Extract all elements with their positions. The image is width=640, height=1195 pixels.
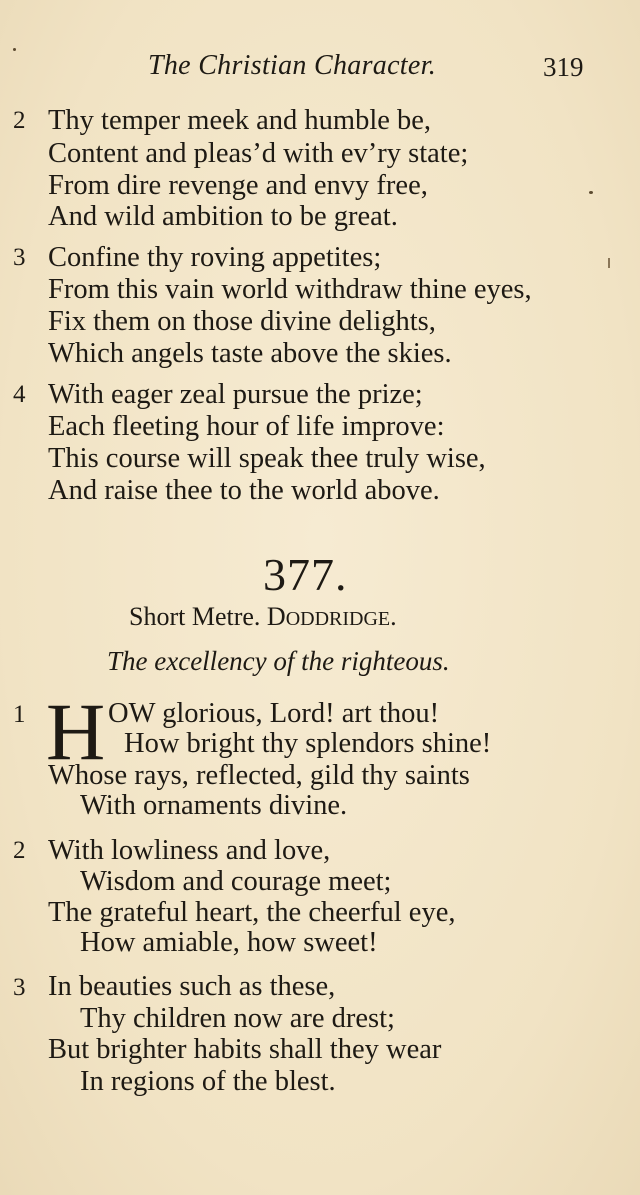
- running-head: The Christian Character.: [148, 50, 437, 81]
- verse-line: In beauties such as these,: [48, 971, 336, 1002]
- verse-line: Content and pleas’d with ev’ry state;: [48, 138, 469, 169]
- verse-line: Thy children now are drest;: [80, 1003, 395, 1034]
- verse-line: Which angels taste above the skies.: [48, 338, 452, 369]
- hymn-meter: Short Metre.: [129, 602, 261, 631]
- verse-line: How amiable, how sweet!: [80, 927, 378, 958]
- hymn-meter-author: [129, 602, 397, 632]
- verse-line: The grateful heart, the cheerful eye,: [48, 897, 456, 928]
- ink-speck: [13, 48, 16, 51]
- ink-speck: [589, 191, 593, 194]
- verse-line: Thy temper meek and humble be,: [48, 105, 432, 136]
- hymn-subtitle: The excellency of the righteous.: [107, 646, 450, 676]
- verse-number: 2: [13, 107, 26, 134]
- edge-mark: [608, 258, 610, 268]
- verse-line: Whose rays, reflected, gild thy saints: [48, 760, 470, 791]
- verse-number: 3: [13, 244, 26, 271]
- verse-line: Fix them on those divine delights,: [48, 306, 436, 337]
- verse-line: But brighter habits shall they wear: [48, 1034, 442, 1065]
- verse-number: 1: [13, 701, 26, 728]
- verse-line: Wisdom and courage meet;: [80, 866, 392, 897]
- verse-line: And wild ambition to be great.: [48, 201, 398, 232]
- verse-line: This course will speak thee truly wise,: [48, 443, 486, 474]
- verse-line: Confine thy roving appetites;: [48, 242, 382, 273]
- verse-number: 2: [13, 837, 26, 864]
- verse-line: From this vain world withdraw thine eyes,: [48, 274, 532, 305]
- hymn-author: DODDRIDGE.: [266, 602, 397, 631]
- hymn-number: 377.: [263, 549, 348, 600]
- verse-line: How bright thy splendors shine!: [124, 728, 492, 759]
- verse-line: With ornaments divine.: [80, 790, 348, 821]
- drop-cap: H: [46, 686, 106, 777]
- verse-line: With eager zeal pursue the prize;: [48, 379, 423, 410]
- verse-line: In regions of the blest.: [80, 1066, 336, 1097]
- verse-line: Each fleeting hour of life improve:: [48, 411, 445, 442]
- verse-line: And raise thee to the world above.: [48, 475, 440, 506]
- verse-number: 4: [13, 381, 26, 408]
- verse-line: OW glorious, Lord! art thou!: [108, 698, 440, 729]
- page-number: 319: [543, 52, 584, 82]
- verse-number: 3: [13, 974, 26, 1001]
- verse-line: From dire revenge and envy free,: [48, 170, 428, 201]
- verse-line: With lowliness and love,: [48, 835, 331, 866]
